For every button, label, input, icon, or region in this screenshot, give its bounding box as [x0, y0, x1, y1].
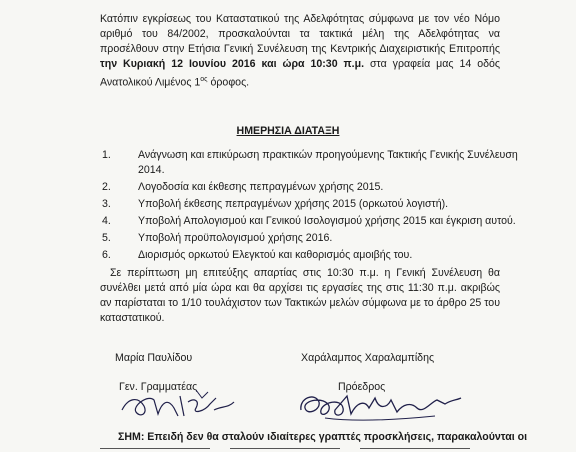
agenda-item-text: Υποβολή έκθεσης πεπραγμένων χρήσης 2015 (ορκωτού λογιστή). — [138, 198, 449, 210]
secretary-title: Γεν. Γραμματέας — [119, 381, 198, 393]
secretary-signature — [118, 388, 238, 420]
president-signature — [295, 386, 465, 426]
cut-off-line — [100, 446, 520, 452]
meeting-date: την Κυριακή 12 Ιουνίου 2016 και ώρα 10:30 π.μ. — [100, 58, 365, 70]
agenda-item — [100, 197, 520, 212]
agenda-item-text: Διορισμός ορκωτού Ελεγκτού και καθορισμός αμοιβής του. — [138, 249, 413, 261]
floor-superscript: ος — [200, 76, 208, 83]
agenda-item-number: 6. — [102, 249, 111, 261]
intro-text-before: Κατόπιν εγκρίσεως του Καταστατικού της Αδελφότητας σύμφωνα με τον νέο Νόμο αριθμό του 84/2002, προσκαλούνται τα τακτικά μέλη της Αδελφότητας να προσέλθουν στην Ετήσια Γενική Συνέλευση της Κεντρικής Διαχειριστικής Επιτροπής — [100, 13, 500, 55]
agenda-item-text: Υποβολή Απολογισμού και Γενικού Ισολογισμού χρήσης 2015 και έγκριση αυτού. — [138, 215, 516, 227]
president-title: Πρόεδρος — [338, 381, 386, 393]
agenda-list — [100, 148, 520, 265]
intro-text-after: στα γραφεία μας 14 οδός Ανατολικού Λιμένος 1 — [100, 58, 501, 89]
agenda-item-text: Υποβολή προϋπολογισμού χρήσης 2016. — [138, 232, 333, 244]
agenda-item-number: 3. — [102, 198, 111, 210]
quorum-paragraph: Σε περίπτωση μη επιτεύξης απαρτίας στις 10:30 π.μ. η Γενική Συνέλευση θα συνέλθει μετά από μία ώρα και θα αρχίσει τις εργασίες της στις 11:30 π.μ. ακριβώς αν παρίσταται το 1/10 τουλάχιστον των Τακτικών μελών σύμφωνα με το άρθρο 25 του καταστατικού. — [100, 267, 500, 324]
agenda-item — [100, 214, 520, 229]
floor-word: όροφος. — [207, 76, 250, 89]
agenda-title: ΗΜΕΡΗΣΙΑ ΔΙΑΤΑΞΗ — [236, 125, 340, 137]
agenda-item — [100, 180, 520, 195]
agenda-item — [100, 231, 520, 246]
agenda-item-text: Ανάγνωση και επικύρωση πρακτικών προηγούμενης Τακτικής Γενικής Συνέλευση 2014. — [138, 149, 518, 176]
agenda-item — [100, 148, 520, 178]
agenda-item-text: Λογοδοσία και έκθεσης πεπραγμένων χρήσης 2015. — [138, 181, 384, 193]
secretary-name: Μαρία Παυλίδου — [115, 352, 193, 364]
president-name: Χαράλαμπος Χαραλαμπίδης — [301, 352, 435, 364]
agenda-item-number: 5. — [102, 232, 111, 244]
intro-paragraph — [100, 12, 500, 91]
agenda-item — [100, 248, 520, 263]
agenda-item-number: 2. — [102, 181, 111, 193]
agenda-item-number: 1. — [102, 149, 111, 161]
agenda-item-number: 4. — [102, 215, 111, 227]
footnote: ΣΗΜ: Επειδή δεν θα σταλούν ιδιαίτερες γραπτές προσκλήσεις, παρακαλούνται οι — [118, 431, 528, 443]
